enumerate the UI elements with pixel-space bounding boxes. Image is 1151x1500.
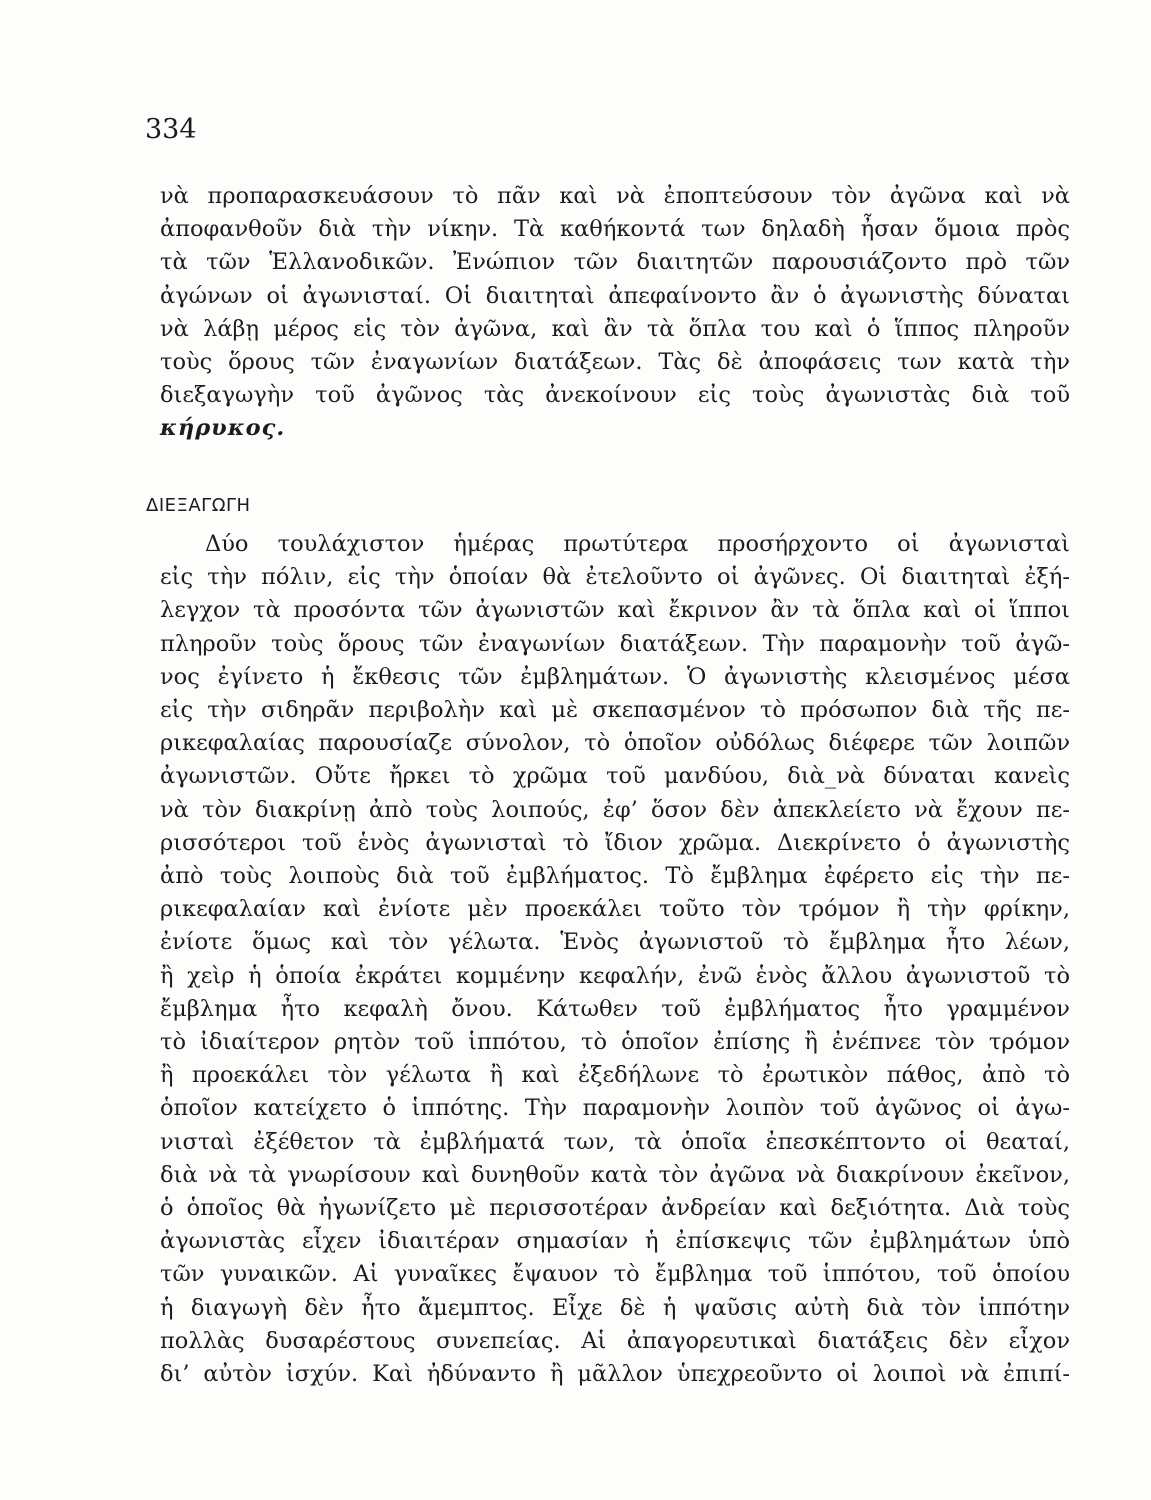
text-line: διεξαγωγὴν τοῦ ἀγῶνος τὰς ἀνεκοίνουν εἰς τοὺς ἀγωνιστὰς διὰ τοῦ bbox=[160, 382, 1070, 409]
text-line: δι’ αὐτὸν ἰσχύν. Καὶ ἠδύναντο ἢ μᾶλλον ὑπεχρεοῦντο οἱ λοιποὶ νὰ ἐπιπί- bbox=[160, 1361, 1070, 1388]
text-line: ἀποφανθοῦν διὰ τὴν νίκην. Τὰ καθήκοντά των δηλαδὴ ἦσαν ὅμοια πρὸς bbox=[160, 216, 1070, 243]
text-line: ἐνίοτε ὅμως καὶ τὸν γέλωτα. Ἑνὸς ἀγωνιστοῦ τὸ ἔμβλημα ἦτο λέων, bbox=[160, 929, 1070, 956]
text-line: νος ἐγίνετο ἡ ἔκθεσις τῶν ἐμβλημάτων. Ὁ ἀγωνιστὴς κλεισμένος μέσα bbox=[160, 663, 1070, 690]
text-line: ἀγώνων οἱ ἀγωνισταί. Οἱ διαιτηταὶ ἀπεφαίνοντο ἂν ὁ ἀγωνιστὴς δύναται bbox=[160, 282, 1070, 309]
text-line: νισταὶ ἐξέθετον τὰ ἐμβλήματά των, τὰ ὁποῖα ἐπεσκέπτοντο οἱ θεαταί, bbox=[160, 1128, 1070, 1155]
text-line: Δύο τουλάχιστον ἡμέρας πρωτύτερα προσήρχοντο οἱ ἀγωνισταὶ bbox=[205, 531, 1070, 557]
text-line: ρικεφαλαίας παρουσίαζε σύνολον, τὸ ὁποῖον οὐδόλως διέφερε τῶν λοιπῶν bbox=[160, 730, 1070, 757]
text-line: νὰ προπαρασκευάσουν τὸ πᾶν καὶ νὰ ἐποπτεύσουν τὸν ἀγῶνα καὶ νὰ bbox=[160, 183, 1070, 209]
text-line: νὰ λάβῃ μέρος εἰς τὸν ἀγῶνα, καὶ ἂν τὰ ὅπλα του καὶ ὁ ἵππος πληροῦν bbox=[160, 315, 1070, 342]
text-line-last bbox=[160, 412, 1070, 445]
text-line: ἔμβλημα ἦτο κεφαλὴ ὄνου. Κάτωθεν τοῦ ἐμβλήματος ἦτο γραμμένον bbox=[160, 995, 1070, 1022]
text-line: ἢ χεὶρ ἡ ὁποία ἐκράτει κομμένην κεφαλήν, ἐνῶ ἑνὸς ἄλλου ἀγωνιστοῦ τὸ bbox=[160, 962, 1070, 989]
text-line: ἀπὸ τοὺς λοιποὺς διὰ τοῦ ἐμβλήματος. Τὸ ἔμβλημα ἐφέρετο εἰς τὴν πε- bbox=[160, 863, 1070, 890]
paragraph-main bbox=[160, 528, 1070, 1391]
paragraph-intro bbox=[160, 180, 1070, 446]
text-line: ἡ διαγωγὴ δὲν ἦτο ἄμεμπτος. Εἶχε δὲ ἡ ψαῦσις αὐτὴ διὰ τὸν ἱππότην bbox=[160, 1294, 1070, 1321]
text-line: ὁποῖον κατείχετο ὁ ἱππότης. Τὴν παραμονὴν λοιπὸν τοῦ ἀγῶνος οἱ ἀγω- bbox=[160, 1095, 1070, 1122]
text-line: τὰ τῶν Ἑλλανοδικῶν. Ἐνώπιον τῶν διαιτητῶν παρουσιάζοντο πρὸ τῶν bbox=[160, 249, 1070, 276]
text-line: ἀγωνιστῶν. Οὔτε ἤρκει τὸ χρῶμα τοῦ μανδύου, διὰ_νὰ δύναται κανεὶς bbox=[160, 763, 1070, 790]
text-line: λεγχον τὰ προσόντα τῶν ἀγωνιστῶν καὶ ἔκρινον ἂν τὰ ὅπλα καὶ οἱ ἵπποι bbox=[160, 597, 1070, 624]
text-line: ἢ προεκάλει τὸν γέλωτα ἢ καὶ ἐξεδήλωνε τὸ ἐρωτικὸν πάθος, ἀπὸ τὸ bbox=[160, 1062, 1070, 1089]
text-line: ρικεφαλαίαν καὶ ἐνίοτε μὲν προεκάλει τοῦτο τὸν τρόμον ἢ τὴν φρίκην, bbox=[160, 896, 1070, 923]
text-line: νὰ τὸν διακρίνῃ ἀπὸ τοὺς λοιπούς, ἐφ’ ὅσον δὲν ἀπεκλείετο νὰ ἔχουν πε- bbox=[160, 796, 1070, 823]
section-heading: ΔΙΕΞΑΓΩΓΗ bbox=[146, 495, 251, 516]
text-line: ὁ ὁποῖος θὰ ἠγωνίζετο μὲ περισσοτέραν ἀνδρείαν καὶ δεξιότητα. Διὰ τοὺς bbox=[160, 1195, 1070, 1222]
text-line: πληροῦν τοὺς ὅρους τῶν ἐναγωνίων διατάξεων. Τὴν παραμονὴν τοῦ ἀγῶ- bbox=[160, 630, 1070, 657]
text-line: τοὺς ὅρους τῶν ἐναγωνίων διατάξεων. Τὰς δὲ ἀποφάσεις των κατὰ τὴν bbox=[160, 349, 1070, 376]
page-number: 334 bbox=[145, 114, 197, 145]
text-line: εἰς τὴν πόλιν, εἰς τὴν ὁποίαν θὰ ἐτελοῦντο οἱ ἀγῶνες. Οἱ διαιτηταὶ ἐξή- bbox=[160, 564, 1070, 591]
text-line: ρισσότεροι τοῦ ἑνὸς ἀγωνισταὶ τὸ ἴδιον χρῶμα. Διεκρίνετο ὁ ἀγωνιστὴς bbox=[160, 829, 1070, 856]
text-line: ἀγωνιστὰς εἶχεν ἰδιαιτέραν σημασίαν ἡ ἐπίσκεψις τῶν ἐμβλημάτων ὑπὸ bbox=[160, 1228, 1070, 1255]
text-line: εἰς τὴν σιδηρᾶν περιβολὴν καὶ μὲ σκεπασμένον τὸ πρόσωπον διὰ τῆς πε- bbox=[160, 697, 1070, 724]
emphasized-word: κήρυκος. bbox=[160, 415, 286, 442]
text-line: διὰ νὰ τὰ γνωρίσουν καὶ δυνηθοῦν κατὰ τὸν ἀγῶνα νὰ διακρίνουν ἐκεῖνον, bbox=[160, 1161, 1070, 1188]
text-line: τῶν γυναικῶν. Αἱ γυναῖκες ἔψαυον τὸ ἔμβλημα τοῦ ἱππότου, τοῦ ὁποίου bbox=[160, 1261, 1070, 1288]
text-line: τὸ ἰδιαίτερον ρητὸν τοῦ ἱππότου, τὸ ὁποῖον ἐπίσης ἢ ἐνέπνεε τὸν τρόμον bbox=[160, 1029, 1070, 1056]
text-line: πολλὰς δυσαρέστους συνεπείας. Αἱ ἀπαγορευτικαὶ διατάξεις δὲν εἶχον bbox=[160, 1327, 1070, 1354]
